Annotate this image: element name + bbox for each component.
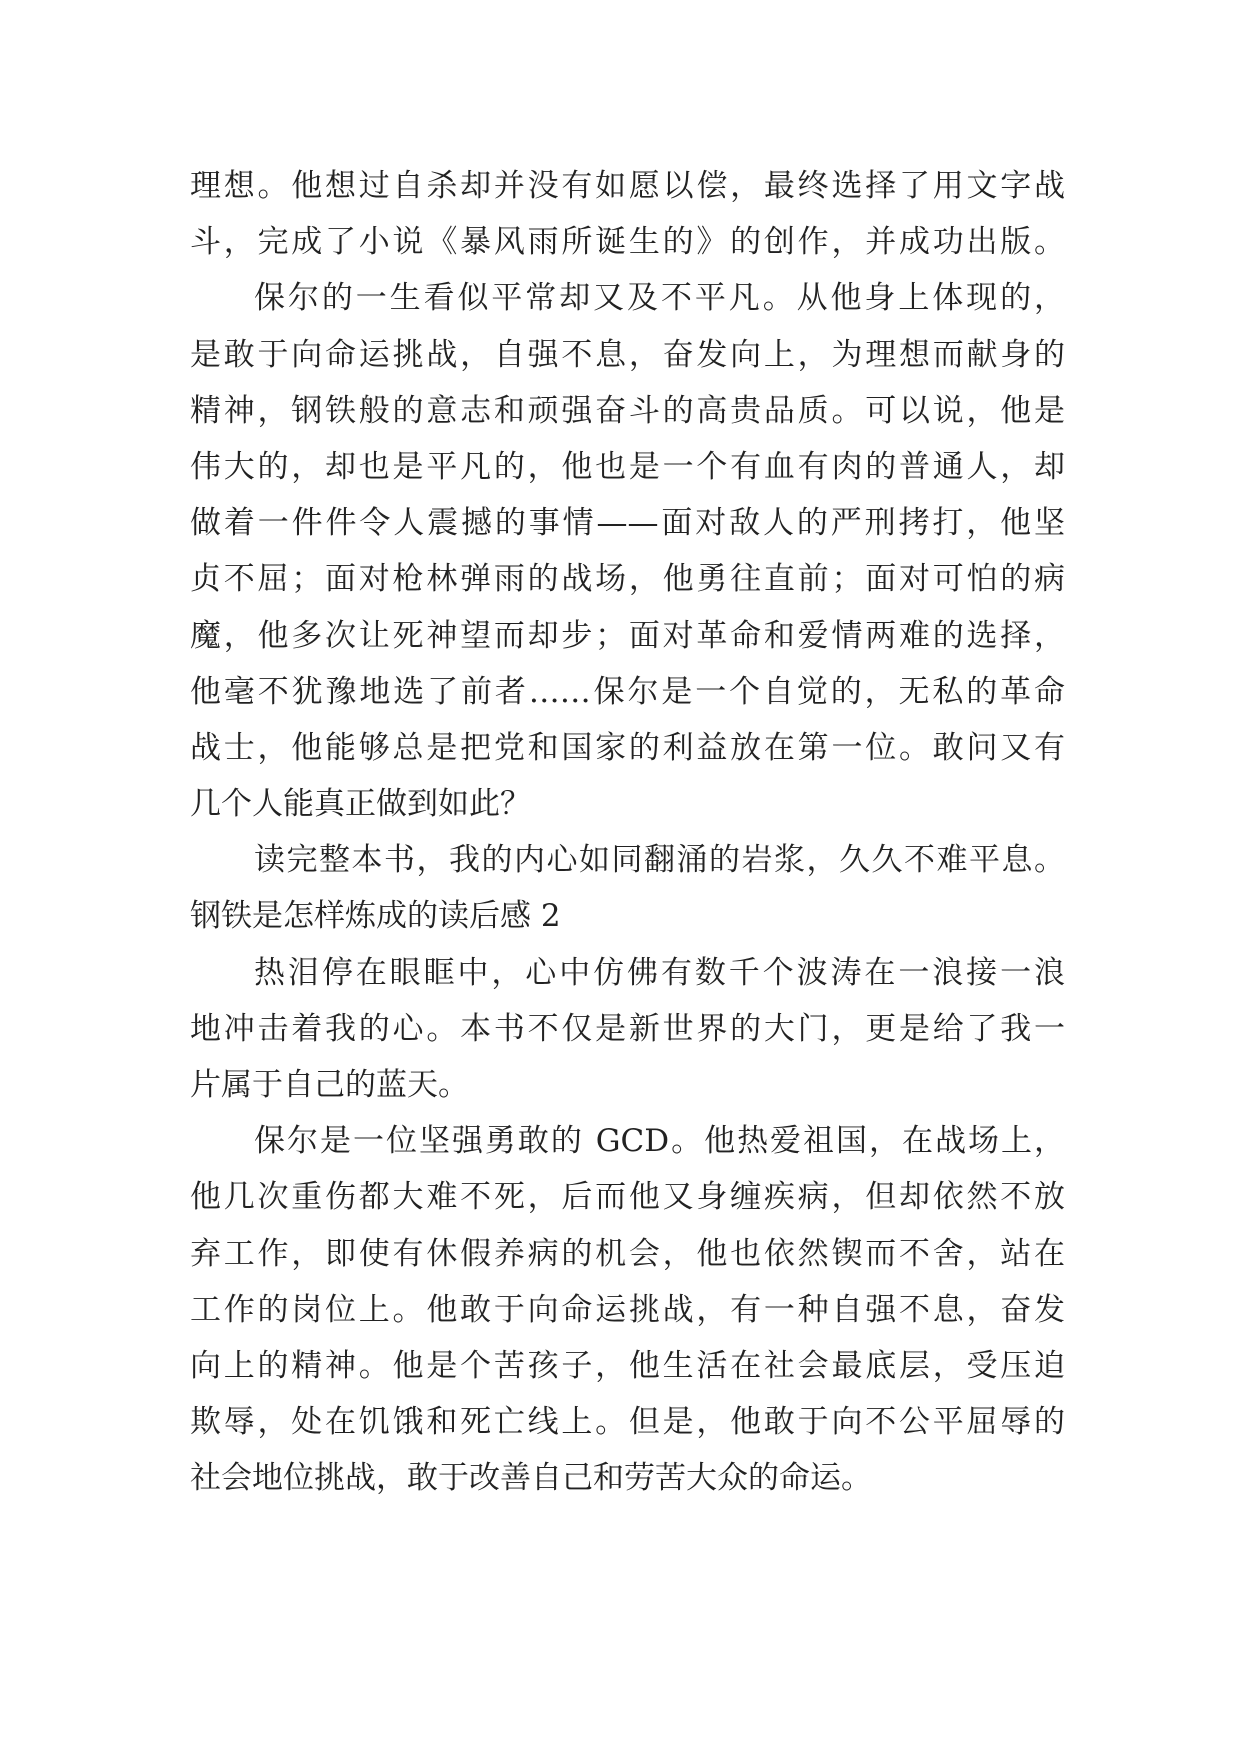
text-line: 弃工作，即使有休假养病的机会，他也依然锲而不舍，站在 <box>190 1235 1065 1272</box>
text-line: 向上的精神。他是个苦孩子，他生活在社会最底层，受压迫 <box>190 1347 1065 1384</box>
text-line: 战士，他能够总是把党和国家的利益放在第一位。敢问又有 <box>190 729 1065 766</box>
text-line: 他毫不犹豫地选了前者……保尔是一个自觉的，无私的革命 <box>190 673 1065 710</box>
section-heading: 钢铁是怎样炼成的读后感 2 <box>190 898 561 935</box>
text-line: 斗，完成了小说《暴风雨所诞生的》的创作，并成功出版。 <box>190 224 1065 261</box>
text-line: 工作的岗位上。他敢于向命运挑战，有一种自强不息，奋发 <box>190 1291 1065 1328</box>
text-line: 伟大的，却也是平凡的，他也是一个有血有肉的普通人，却 <box>190 448 1065 485</box>
text-line: 贞不屈；面对枪林弹雨的战场，他勇往直前；面对可怕的病 <box>190 561 1065 598</box>
text-line: 理想。他想过自杀却并没有如愿以偿，最终选择了用文字战 <box>190 168 1065 204</box>
text-line: 精神，钢铁般的意志和顽强奋斗的高贵品质。可以说，他是 <box>190 392 1065 429</box>
text-line: 保尔的一生看似平常却又及不平凡。从他身上体现的， <box>254 280 1065 317</box>
body-text <box>190 158 1065 1507</box>
text-line: 他几次重伤都大难不死，后而他又身缠疾病，但却依然不放 <box>190 1179 1065 1216</box>
text-line: 读完整本书，我的内心如同翻涌的岩浆，久久不难平息。 <box>254 842 1065 879</box>
text-line: 地冲击着我的心。本书不仅是新世界的大门，更是给了我一 <box>190 1010 1065 1047</box>
text-line: 片属于自己的蓝天。 <box>190 1067 469 1103</box>
text-line: 保尔是一位坚强勇敢的 GCD。他热爱祖国，在战场上， <box>254 1123 1065 1160</box>
text-line: 热泪停在眼眶中，心中仿佛有数千个波涛在一浪接一浪 <box>254 954 1065 991</box>
text-line: 几个人能真正做到如此？ <box>190 786 531 823</box>
text-line: 魔，他多次让死神望而却步；面对革命和爱情两难的选择， <box>190 617 1065 654</box>
text-line: 社会地位挑战，敢于改善自己和劳苦大众的命运。 <box>190 1460 872 1497</box>
text-line: 做着一件件令人震撼的事情——面对敌人的严刑拷打，他坚 <box>190 505 1065 542</box>
text-line: 欺辱，处在饥饿和死亡线上。但是，他敢于向不公平屈辱的 <box>190 1404 1065 1441</box>
text-line: 是敢于向命运挑战，自强不息，奋发向上，为理想而献身的 <box>190 336 1065 373</box>
